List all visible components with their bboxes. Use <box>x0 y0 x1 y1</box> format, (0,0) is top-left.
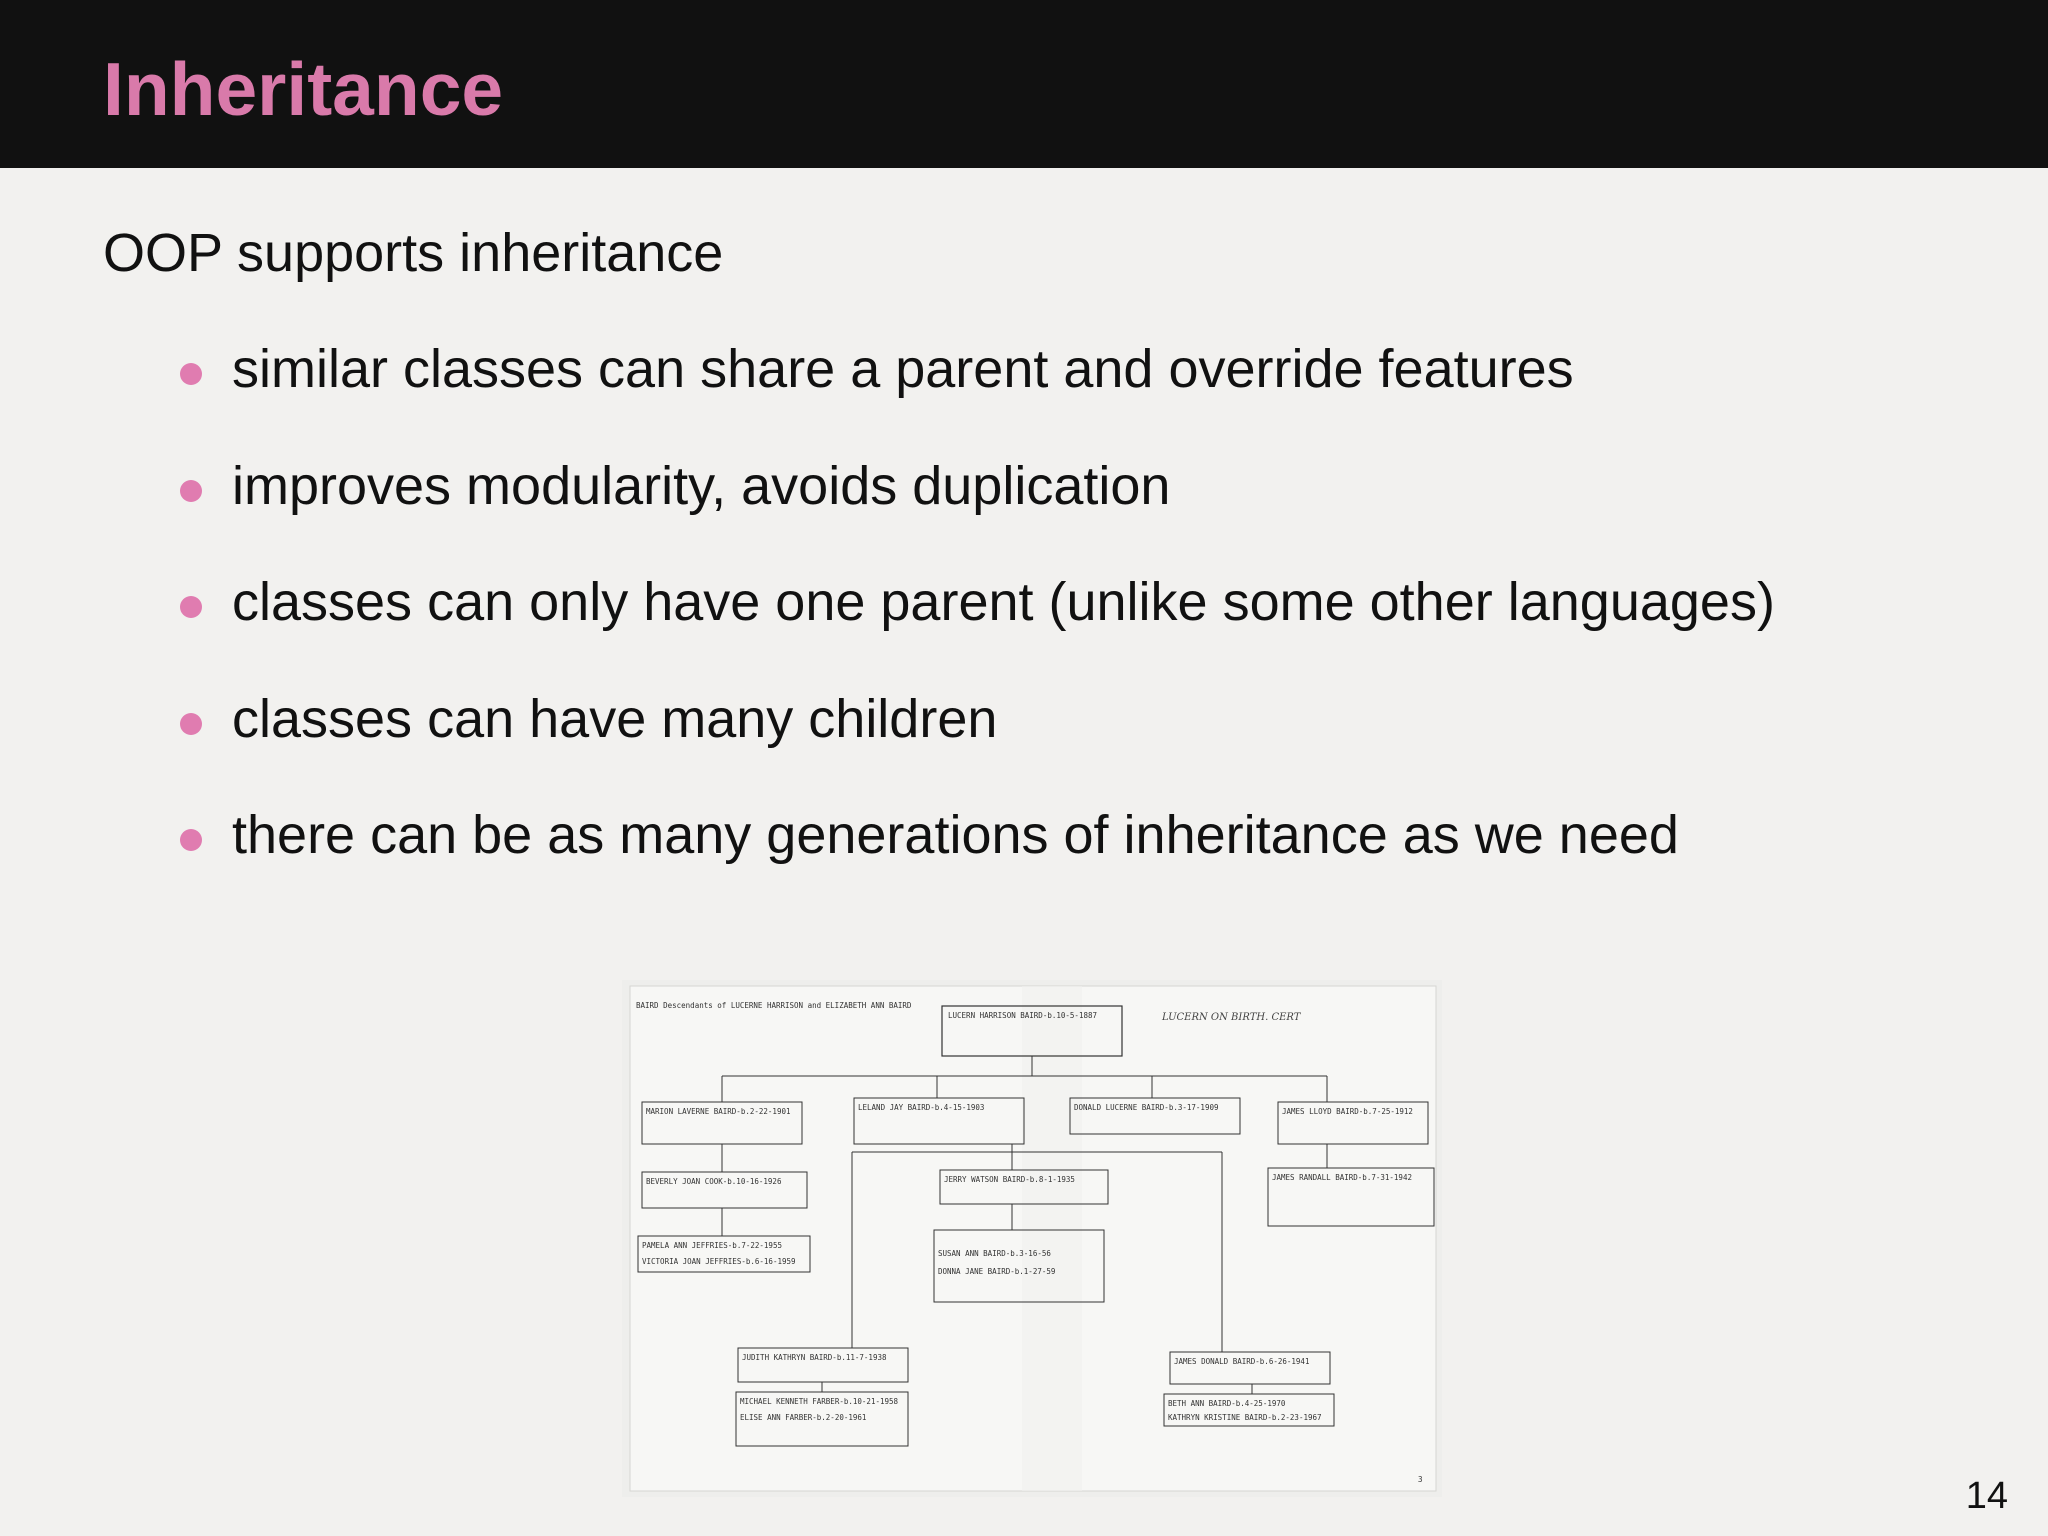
tree-gen2-node: JERRY WATSON BAIRD-b.8-1-1935 <box>944 1175 1075 1184</box>
tree-gen3-node: VICTORIA JOAN JEFFRIES-b.6-16-1959 <box>642 1257 796 1266</box>
tree-gen2-node: JAMES RANDALL BAIRD-b.7-31-1942 <box>1272 1173 1412 1182</box>
tree-gen2-node: BEVERLY JOAN COOK-b.10-16-1926 <box>646 1177 782 1186</box>
bullet-text: classes can have many children <box>232 688 998 749</box>
tree-gen3-node: BETH ANN BAIRD-b.4-25-1970 <box>1168 1399 1286 1408</box>
tree-gen3-node: KATHRYN KRISTINE BAIRD-b.2-23-1967 <box>1168 1413 1322 1422</box>
tree-gen1-node: MARION LAVERNE BAIRD-b.2-22-1901 <box>646 1107 791 1116</box>
bullet-dot-icon <box>180 480 202 502</box>
page-number: 14 <box>1965 1475 2008 1517</box>
bullet-dot-icon <box>180 713 202 735</box>
tree-gen1-node: LELAND JAY BAIRD-b.4-15-1903 <box>858 1103 985 1112</box>
bullet-text: improves modularity, avoids duplication <box>232 455 1171 516</box>
bullet-dot-icon <box>180 363 202 385</box>
intro-text: OOP supports inheritance <box>103 223 724 283</box>
tree-gen3-node: PAMELA ANN JEFFRIES-b.7-22-1955 <box>642 1241 782 1250</box>
bullet-dot-icon <box>180 829 202 851</box>
tree-heading: BAIRD Descendants of LUCERNE HARRISON and ELIZABETH ANN BAIRD <box>636 1001 912 1010</box>
bullet-text: classes can only have one parent (unlike some other languages) <box>232 572 1775 632</box>
tree-gen2-node: JAMES DONALD BAIRD-b.6-26-1941 <box>1174 1357 1310 1366</box>
slide-title: Inheritance <box>103 47 504 131</box>
handwritten-note: LUCERN ON BIRTH. CERT <box>1162 1012 1301 1023</box>
family-tree-photo <box>622 980 1442 1497</box>
tree-gen2-node: JUDITH KATHRYN BAIRD-b.11-7-1938 <box>742 1353 887 1362</box>
tree-gen3-node: DONNA JANE BAIRD-b.1-27-59 <box>938 1267 1056 1276</box>
title-bar <box>0 0 2048 168</box>
bullet-text: similar classes can share a parent and override features <box>232 339 1574 399</box>
tree-gen3-node: SUSAN ANN BAIRD-b.3-16-56 <box>938 1249 1051 1258</box>
bullet-text: there can be as many generations of inheritance as we need <box>232 805 1679 865</box>
tree-gen3-node: ELISE ANN FARBER-b.2-20-1961 <box>740 1413 867 1422</box>
tree-gen1-node: DONALD LUCERNE BAIRD-b.3-17-1909 <box>1074 1103 1219 1112</box>
tree-gen3-node: MICHAEL KENNETH FARBER-b.10-21-1958 <box>740 1397 899 1406</box>
family-tree-diagram <box>622 980 1442 1497</box>
tree-root: LUCERN HARRISON BAIRD-b.10-5-1887 <box>948 1011 1098 1020</box>
tree-corner-number: 3 <box>1418 1475 1423 1484</box>
tree-gen1-node: JAMES LLOYD BAIRD-b.7-25-1912 <box>1282 1107 1413 1116</box>
bullet-dot-icon <box>180 596 202 618</box>
